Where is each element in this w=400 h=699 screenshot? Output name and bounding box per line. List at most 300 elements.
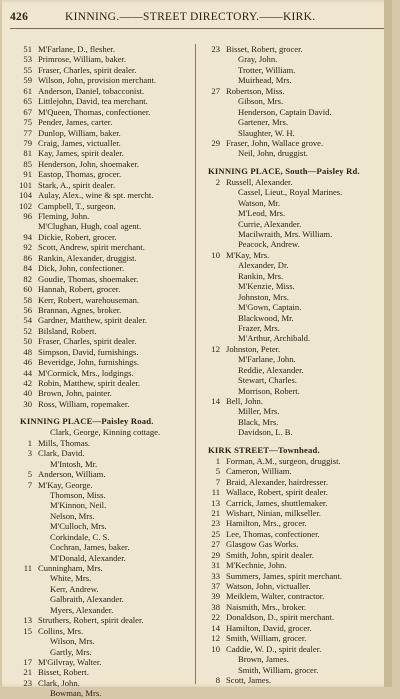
- resident-entry: M'Farlane, D., flesher.: [38, 44, 115, 54]
- directory-entry: [202, 177, 387, 187]
- directory-entry: [14, 511, 194, 521]
- directory-entry: [14, 190, 194, 200]
- resident-entry: Brannan, Agnes, broker.: [38, 304, 122, 315]
- directory-entry: [14, 688, 194, 698]
- house-number: 31: [211, 560, 220, 571]
- right-column: [202, 44, 387, 685]
- directory-entry: [202, 187, 387, 197]
- house-number: 2: [215, 176, 220, 187]
- resident-entry: Henderson, Captain David.: [238, 106, 332, 117]
- directory-entry: [14, 326, 194, 336]
- resident-entry: M'Kechnie, John.: [226, 560, 287, 571]
- resident-entry: Bisset, Robert, grocer.: [226, 44, 303, 54]
- resident-entry: Wallace, Robert, spirit dealer.: [226, 487, 328, 498]
- resident-entry: M'Gilvray, Walter.: [38, 656, 102, 667]
- directory-entry: [14, 542, 194, 552]
- house-number: 50: [23, 336, 32, 347]
- directory-entry: [14, 459, 194, 469]
- directory-entry: [202, 148, 387, 158]
- resident-entry: Simpson, David, furnishings.: [38, 346, 139, 357]
- directory-entry: [14, 626, 194, 636]
- resident-entry: Brown, John, painter.: [38, 388, 112, 399]
- page-header: [10, 11, 392, 27]
- resident-entry: Smith, William, grocer.: [226, 633, 307, 644]
- directory-entry: [14, 500, 194, 510]
- street-heading: [202, 444, 387, 456]
- directory-entry: [14, 75, 194, 85]
- house-number: 29: [211, 137, 220, 148]
- resident-entry: M'Donald, Alexander.: [50, 552, 126, 563]
- resident-entry: Clark, George, Kinning cottage.: [50, 427, 161, 438]
- resident-entry: Miller, Mrs.: [238, 406, 280, 417]
- resident-entry: Kay, James, spirit dealer.: [38, 148, 124, 159]
- house-number: 5: [27, 469, 32, 480]
- directory-entry: [202, 107, 387, 117]
- resident-entry: Caddie, W. D., spirit dealer.: [226, 643, 322, 654]
- directory-entry: [202, 665, 387, 675]
- resident-entry: Watson, John, victualler.: [226, 581, 311, 591]
- resident-entry: Anderson, William.: [38, 469, 106, 480]
- resident-entry: Donaldson, D., spirit merchant.: [226, 612, 335, 623]
- directory-entry: [202, 396, 387, 406]
- resident-entry: Brown, James.: [238, 654, 289, 665]
- house-number: 7: [27, 479, 32, 490]
- directory-entry: [202, 65, 387, 75]
- resident-entry: Aulay, Alex., wine & spt. mercht.: [38, 190, 154, 201]
- directory-entry: [14, 563, 194, 573]
- resident-entry: Robertson, Miss.: [226, 85, 285, 96]
- house-number: 23: [23, 677, 32, 688]
- house-number: 92: [23, 242, 32, 253]
- directory-entry: [202, 117, 387, 127]
- directory-entry: [14, 378, 194, 388]
- house-number: 33: [211, 570, 220, 581]
- resident-entry: Muirhead, Mrs.: [238, 75, 292, 86]
- resident-entry: Smith, John, spirit dealer.: [226, 549, 314, 560]
- house-number: 39: [211, 591, 220, 602]
- resident-entry: Black, Mrs.: [238, 416, 279, 427]
- resident-entry: Kerr, Andrew.: [50, 583, 99, 594]
- resident-entry: Morrison, Robert.: [238, 385, 300, 396]
- resident-entry: Fleming, John.: [38, 211, 90, 221]
- directory-entry: [202, 229, 387, 239]
- resident-entry: Cameron, William.: [226, 466, 292, 477]
- resident-entry: Smith, William, grocer.: [238, 664, 319, 675]
- directory-entry: [202, 518, 387, 528]
- resident-entry: Cochran, James, baker.: [50, 542, 130, 553]
- directory-entry: [202, 560, 387, 570]
- house-number: 82: [23, 273, 32, 284]
- directory-entry: [14, 636, 194, 646]
- directory-entry: [202, 128, 387, 138]
- directory-entry: [202, 477, 387, 487]
- resident-entry: Cassel, Lieut., Royal Marines.: [238, 187, 343, 198]
- house-number: 55: [23, 64, 32, 75]
- resident-entry: Rankin, Mrs.: [238, 270, 284, 281]
- left-column: [14, 44, 194, 699]
- house-number: 11: [23, 563, 32, 573]
- house-number: 3: [27, 448, 32, 459]
- directory-entry: [202, 219, 387, 229]
- resident-entry: Neil, John, druggist.: [238, 148, 308, 159]
- directory-entry: [14, 263, 194, 273]
- directory-entry: [14, 448, 194, 458]
- directory-entry: [14, 368, 194, 378]
- house-number: 1: [27, 437, 32, 448]
- house-number: 10: [211, 249, 220, 260]
- house-number: 96: [23, 211, 32, 221]
- directory-entry: [14, 107, 194, 117]
- resident-entry: Mills, Thomas.: [38, 437, 91, 448]
- resident-entry: Dunlop, William, baker.: [38, 127, 121, 138]
- house-number: 1: [215, 455, 220, 466]
- resident-entry: Blackwood, Mr.: [238, 312, 294, 323]
- house-number: 61: [23, 85, 32, 96]
- house-number: 7: [215, 476, 220, 487]
- directory-entry: [202, 354, 387, 364]
- resident-entry: Eastop, Thomas, grocer.: [38, 169, 122, 180]
- resident-entry: Bisset, Robert.: [38, 667, 89, 678]
- resident-entry: Rankin, Alexander, druggist.: [38, 252, 137, 263]
- directory-page: [2, 0, 392, 699]
- directory-entry: [202, 623, 387, 633]
- directory-entry: [202, 333, 387, 343]
- directory-entry: [14, 221, 194, 231]
- directory-entry: [14, 54, 194, 64]
- resident-entry: Ross, William, ropemaker.: [38, 398, 130, 409]
- house-number: 101: [19, 179, 32, 190]
- page-edge: [384, 0, 392, 687]
- resident-entry: Peacock, Andrew.: [238, 239, 300, 250]
- directory-entry: [202, 75, 387, 85]
- directory-entry: [14, 253, 194, 263]
- resident-entry: Macilwraith, Mrs. William.: [238, 229, 333, 239]
- directory-entry: [14, 469, 194, 479]
- house-number: 53: [23, 54, 32, 65]
- resident-entry: Scott, James.: [226, 674, 272, 685]
- house-number: 104: [19, 190, 32, 201]
- resident-entry: Forman, A.M., surgeon, druggist.: [226, 455, 341, 466]
- directory-entry: [14, 315, 194, 325]
- resident-entry: Wilson, Mrs.: [50, 636, 95, 647]
- directory-entry: [202, 427, 387, 437]
- resident-entry: Campbell, T., surgeon.: [38, 200, 116, 211]
- resident-entry: Gardner, Matthew, spirit dealer.: [38, 315, 147, 326]
- resident-entry: Fraser, Charles, spirit dealer.: [38, 64, 137, 75]
- page-number: 426: [10, 11, 29, 23]
- directory-entry: [14, 615, 194, 625]
- directory-entry: [202, 271, 387, 281]
- house-number: 42: [23, 378, 32, 388]
- resident-entry: Littlejohn, David, tea merchant.: [38, 96, 148, 107]
- house-number: 10: [211, 643, 220, 654]
- directory-entry: [14, 284, 194, 294]
- resident-entry: Dickie, Robert, grocer.: [38, 231, 117, 242]
- resident-entry: Nelson, Mrs.: [50, 510, 95, 521]
- directory-entry: [202, 86, 387, 96]
- house-number: 14: [211, 396, 220, 406]
- resident-entry: Russell, Alexander.: [226, 176, 293, 187]
- directory-entry: [202, 386, 387, 396]
- house-number: 27: [211, 85, 220, 96]
- directory-entry: [202, 487, 387, 497]
- directory-entry: [202, 260, 387, 270]
- directory-entry: [202, 456, 387, 466]
- resident-entry: Wilson, John, provision merchant.: [38, 75, 157, 86]
- house-number: 75: [23, 117, 32, 128]
- house-number: 13: [23, 615, 32, 626]
- resident-entry: Glasgow Gas Works.: [226, 539, 299, 550]
- house-number: 85: [23, 158, 32, 169]
- house-number: 67: [23, 106, 32, 117]
- directory-entry: [14, 490, 194, 500]
- resident-entry: Fraser, Charles, spirit dealer.: [38, 336, 137, 347]
- resident-entry: Wishart, Ninian, milkseller.: [226, 507, 321, 518]
- house-number: 59: [23, 75, 32, 86]
- directory-entry: [14, 573, 194, 583]
- directory-entry: [14, 138, 194, 148]
- house-number: 79: [23, 137, 32, 148]
- house-number: 44: [23, 367, 32, 378]
- directory-entry: [202, 466, 387, 476]
- directory-entry: [14, 86, 194, 96]
- resident-entry: M'Culloch, Mrs.: [50, 521, 107, 532]
- directory-entry: [202, 292, 387, 302]
- directory-entry: [14, 347, 194, 357]
- directory-entry: [202, 323, 387, 333]
- directory-entry: [14, 480, 194, 490]
- directory-entry: [14, 657, 194, 667]
- house-number: 46: [23, 357, 32, 368]
- directory-entry: [14, 336, 194, 346]
- resident-entry: Summers, James, spirit merchant.: [226, 570, 342, 581]
- directory-entry: [202, 644, 387, 654]
- resident-entry: Clark, David.: [38, 448, 85, 459]
- resident-entry: Slaughter, W. H.: [238, 127, 295, 138]
- resident-entry: Gartener, Mrs.: [238, 117, 289, 128]
- resident-entry: Lee, Thomas, confectioner.: [226, 528, 320, 539]
- resident-entry: Bowman, Mrs.: [50, 688, 102, 699]
- street-heading: [14, 415, 194, 427]
- directory-entry: [202, 54, 387, 64]
- directory-entry: [14, 169, 194, 179]
- directory-entry: [14, 65, 194, 75]
- directory-entry: [202, 96, 387, 106]
- resident-entry: M'Farlane, John.: [238, 354, 296, 365]
- house-number: 12: [211, 343, 220, 354]
- house-number: 51: [23, 44, 32, 54]
- directory-entry: [202, 281, 387, 291]
- house-number: 60: [23, 284, 32, 295]
- directory-entry: [14, 44, 194, 54]
- resident-entry: Henderson, John, shoemaker.: [38, 158, 139, 169]
- directory-entry: [202, 508, 387, 518]
- house-number: 27: [211, 539, 220, 550]
- house-number: 30: [23, 398, 32, 409]
- house-number: 81: [23, 148, 32, 159]
- directory-entry: [14, 521, 194, 531]
- directory-entry: [202, 654, 387, 664]
- house-number: 48: [23, 346, 32, 357]
- directory-entry: [14, 180, 194, 190]
- directory-entry: [14, 667, 194, 677]
- house-number: 22: [211, 612, 220, 623]
- street-heading: [202, 165, 387, 177]
- directory-entry: [202, 375, 387, 385]
- resident-entry: Thomson, Miss.: [50, 489, 106, 500]
- house-number: 23: [211, 44, 220, 54]
- street-heading-text: KINNING PLACE—Paisley Road.: [20, 416, 154, 427]
- resident-entry: Bilsland, Robert.: [38, 325, 97, 336]
- house-number: 58: [23, 294, 32, 305]
- directory-entry: [14, 201, 194, 211]
- resident-entry: M'Kinnon, Neil.: [50, 500, 107, 511]
- house-number: 25: [211, 528, 220, 539]
- directory-entry: [202, 138, 387, 148]
- header-rule: [10, 28, 388, 29]
- house-number: 94: [23, 231, 32, 242]
- resident-entry: Collins, Mrs.: [38, 625, 84, 636]
- resident-entry: Johnston, Mrs.: [238, 291, 289, 302]
- directory-entry: [14, 242, 194, 252]
- resident-entry: Scott, Andrew, spirit merchant.: [38, 242, 145, 253]
- resident-entry: Gartly, Mrs.: [50, 646, 92, 657]
- resident-entry: Myers, Alexander.: [50, 604, 114, 615]
- resident-entry: Carrick, James, shuttlemaker.: [226, 497, 328, 508]
- directory-entry: [202, 302, 387, 312]
- directory-entry: [14, 159, 194, 169]
- house-number: 84: [23, 263, 32, 274]
- directory-entry: [202, 591, 387, 601]
- directory-entry: [14, 148, 194, 158]
- street-heading-text: KIRK STREET—Townhead.: [208, 444, 320, 455]
- house-number: 13: [211, 497, 220, 508]
- house-number: 29: [211, 549, 220, 560]
- resident-entry: M'Kay, Mrs.: [226, 249, 270, 260]
- directory-entry: [14, 96, 194, 106]
- house-number: 77: [23, 127, 32, 138]
- resident-entry: Gibson, Mrs.: [238, 96, 284, 107]
- house-number: 11: [211, 487, 220, 498]
- resident-entry: M'Gown, Captain.: [238, 302, 302, 313]
- resident-entry: Struthers, Robert, spirit dealer.: [38, 615, 144, 626]
- resident-entry: Galbraith, Alexander.: [50, 594, 124, 605]
- directory-entry: [14, 117, 194, 127]
- resident-entry: Fraser, John, Wallace grove.: [226, 137, 324, 148]
- resident-entry: Stark, A., spirit dealer.: [38, 179, 116, 190]
- house-number: 37: [211, 581, 220, 591]
- directory-entry: [14, 605, 194, 615]
- directory-entry: [202, 365, 387, 375]
- resident-entry: Hamilton, David, grocer.: [226, 622, 312, 633]
- directory-entry: [14, 647, 194, 657]
- resident-entry: Dick, John, confectioner.: [38, 263, 125, 274]
- directory-entry: [14, 295, 194, 305]
- street-heading-text: KINNING PLACE, South—Paisley Rd.: [208, 165, 360, 176]
- resident-entry: M'Arthur, Archibald.: [238, 333, 311, 344]
- resident-entry: Meiklem, Walter, contractor.: [226, 591, 325, 602]
- directory-entry: [14, 128, 194, 138]
- directory-entry: [14, 211, 194, 221]
- resident-entry: Hamilton, Mrs., grocer.: [226, 518, 307, 529]
- resident-entry: Johnston, Peter.: [226, 343, 281, 354]
- house-number: 40: [23, 388, 32, 399]
- resident-entry: Reddie, Alexander.: [238, 364, 304, 375]
- house-number: 52: [23, 325, 32, 336]
- resident-entry: Trotter, William.: [238, 64, 296, 75]
- house-number: 21: [211, 507, 220, 518]
- resident-entry: Braid, Alexander, hairdresser.: [226, 476, 329, 487]
- house-number: 21: [23, 667, 32, 678]
- house-number: 56: [23, 304, 32, 315]
- directory-entry: [202, 612, 387, 622]
- resident-entry: M'Cormick, Mrs., lodgings.: [38, 367, 134, 378]
- resident-entry: White, Mrs.: [50, 573, 92, 584]
- house-number: 5: [215, 466, 220, 477]
- resident-entry: Goudie, Thomas, shoemaker.: [38, 273, 139, 284]
- directory-entry: [202, 313, 387, 323]
- resident-entry: Cunningham, Mrs.: [38, 563, 103, 573]
- resident-entry: Stewart, Charles.: [238, 375, 297, 386]
- house-number: 8: [215, 674, 220, 685]
- house-number: 91: [23, 169, 32, 180]
- directory-entry: [14, 388, 194, 398]
- directory-entry: [202, 633, 387, 643]
- directory-entry: [202, 529, 387, 539]
- directory-entry: [202, 44, 387, 54]
- house-number: 23: [211, 518, 220, 529]
- directory-entry: [202, 417, 387, 427]
- resident-entry: M'Queen, Thomas, confectioner.: [38, 106, 151, 117]
- resident-entry: Anderson, Daniel, tobacconist.: [38, 85, 145, 96]
- directory-entry: [202, 344, 387, 354]
- resident-entry: Watson, Mr.: [238, 197, 281, 208]
- resident-entry: Craig, James, victualler.: [38, 137, 121, 148]
- resident-entry: Corkindale, C. S.: [50, 531, 110, 542]
- resident-entry: M'Leod, Mrs.: [238, 208, 286, 219]
- resident-entry: M'Intosh, Mr.: [50, 458, 98, 469]
- resident-entry: Pender, James, carter.: [38, 117, 113, 128]
- resident-entry: Davidson, L. B.: [238, 427, 293, 438]
- house-number: 86: [23, 252, 32, 263]
- running-title: KINNING.——STREET DIRECTORY.——KIRK.: [65, 11, 316, 23]
- directory-entry: [202, 208, 387, 218]
- resident-entry: Robin, Matthew, spirit dealer.: [38, 378, 141, 388]
- resident-entry: Currie, Alexander.: [238, 218, 302, 229]
- resident-entry: Naismith, Mrs., broker.: [226, 601, 307, 612]
- resident-entry: Gray, John.: [238, 54, 278, 65]
- resident-entry: Alexander, Dr.: [238, 260, 289, 271]
- house-number: 17: [23, 656, 32, 667]
- directory-entry: [202, 198, 387, 208]
- directory-entry: [14, 427, 194, 437]
- directory-entry: [202, 571, 387, 581]
- house-number: 102: [19, 200, 32, 211]
- house-number: 38: [211, 601, 220, 612]
- directory-entry: [14, 532, 194, 542]
- resident-entry: Frazer, Mrs.: [238, 322, 280, 333]
- directory-entry: [202, 406, 387, 416]
- resident-entry: Bell, John.: [226, 396, 264, 406]
- directory-entry: [202, 250, 387, 260]
- directory-entry: [202, 581, 387, 591]
- house-number: 12: [211, 633, 220, 644]
- directory-entry: [14, 594, 194, 604]
- resident-entry: M'Kenzie, Miss.: [238, 281, 295, 292]
- directory-entry: [14, 274, 194, 284]
- directory-entry: [202, 550, 387, 560]
- resident-entry: Primrose, William, baker.: [38, 54, 127, 65]
